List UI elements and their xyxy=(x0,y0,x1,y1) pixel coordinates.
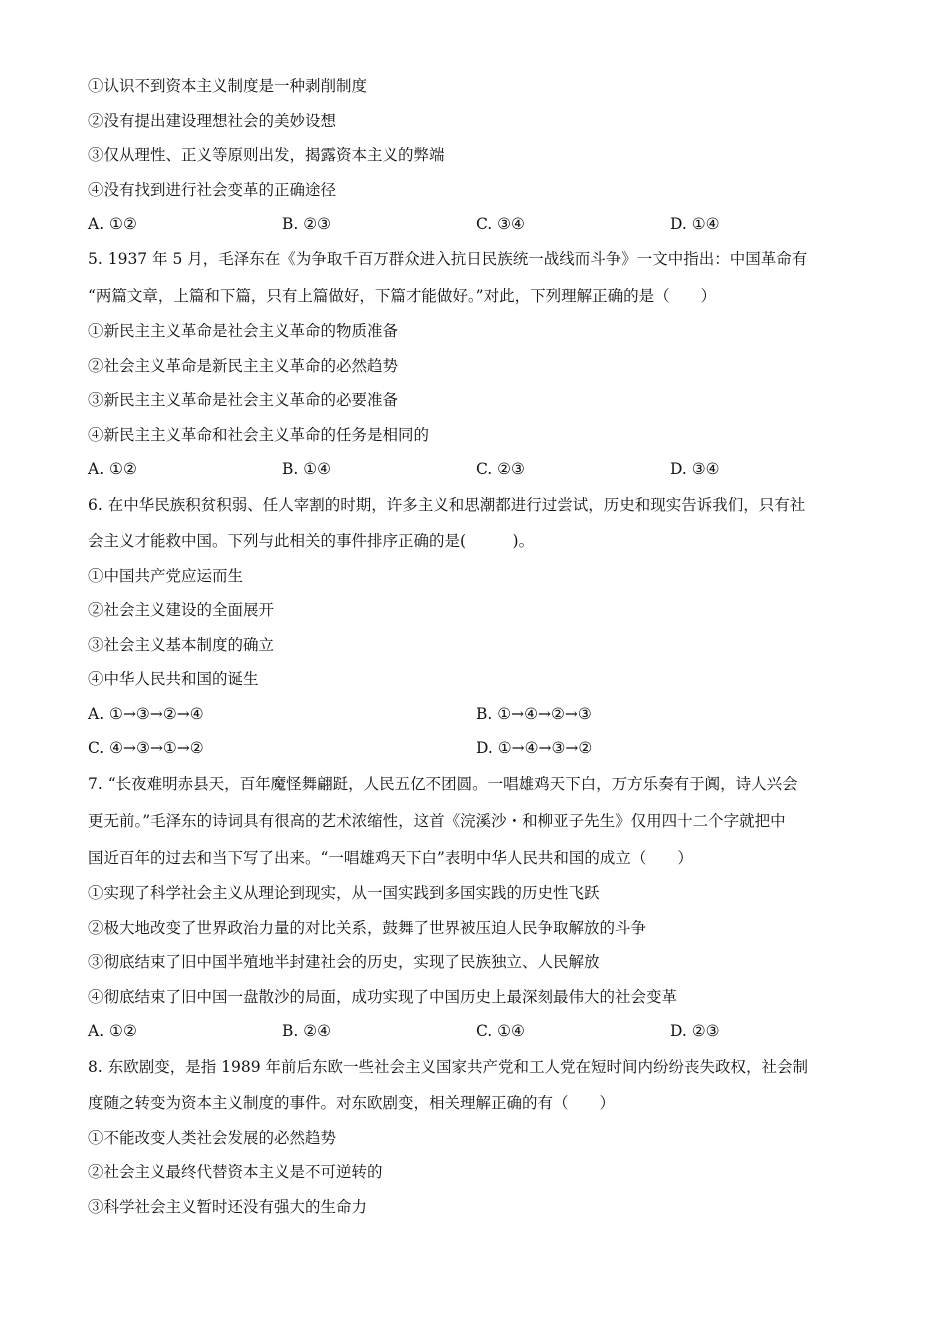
q7-item-2: ②极大地改变了世界政治力量的对比关系，鼓舞了世界被压迫人民争取解放的斗争 xyxy=(88,919,647,937)
q6-item-1: ①中国共产党应运而生 xyxy=(88,567,244,585)
q5-option-d: D. ③④ xyxy=(670,460,720,478)
q6-item-4: ④中华人民共和国的诞生 xyxy=(88,670,259,688)
q4-item-2: ②没有提出建设理想社会的美妙设想 xyxy=(88,112,337,130)
q7-item-4: ④彻底结束了旧中国一盘散沙的局面，成功实现了中国历史上最深刻最伟大的社会变革 xyxy=(88,988,678,1006)
q6-item-2: ②社会主义建设的全面展开 xyxy=(88,601,275,619)
q6-stem-line-2: 会主义才能救中国。下列与此相关的事件排序正确的是( )。 xyxy=(88,532,535,550)
q7-stem-line-2: 更无前。”毛泽东的诗词具有很高的艺术浓缩性，这首《浣溪沙・和柳亚子先生》仅用四十二个字就把中 xyxy=(88,812,786,830)
q5-stem-line-1: 5. 1937 年 5 月，毛泽东在《为争取千百万群众进入抗日民族统一战线而斗争》一文中指出：中国革命有 xyxy=(88,250,808,268)
q5-item-1: ①新民主主义革命是社会主义革命的物质准备 xyxy=(88,322,399,340)
q4-item-4: ④没有找到进行社会变革的正确途径 xyxy=(88,181,337,199)
q7-option-b: B. ②④ xyxy=(282,1022,332,1040)
q6-option-b: B. ①→④→②→③ xyxy=(476,705,592,723)
q7-option-d: D. ②③ xyxy=(670,1022,720,1040)
q7-stem-line-1: 7. “长夜难明赤县天，百年魔怪舞翩跹，人民五亿不团圆。一唱雄鸡天下白，万方乐奏有于阗，诗人兴会 xyxy=(88,775,798,793)
q8-item-1: ①不能改变人类社会发展的必然趋势 xyxy=(88,1129,337,1147)
q4-item-1: ①认识不到资本主义制度是一种剥削制度 xyxy=(88,77,368,95)
q5-item-3: ③新民主主义革命是社会主义革命的必要准备 xyxy=(88,391,399,409)
q8-item-3: ③科学社会主义暂时还没有强大的生命力 xyxy=(88,1198,368,1216)
q4-option-c: C. ③④ xyxy=(476,215,525,233)
q7-item-1: ①实现了科学社会主义从理论到现实，从一国实践到多国实践的历史性飞跃 xyxy=(88,884,600,902)
q4-option-b: B. ②③ xyxy=(282,215,332,233)
q5-item-2: ②社会主义革命是新民主主义革命的必然趋势 xyxy=(88,357,399,375)
q5-option-a: A. ①② xyxy=(88,460,137,478)
q8-stem-line-2: 度随之转变为资本主义制度的事件。对东欧剧变，相关理解正确的有（ ） xyxy=(88,1094,616,1112)
q7-item-3: ③彻底结束了旧中国半殖地半封建社会的历史，实现了民族独立、人民解放 xyxy=(88,953,600,971)
q8-stem-line-1: 8. 东欧剧变，是指 1989 年前后东欧一些社会主义国家共产党和工人党在短时间内纷纷丧失政权，社会制 xyxy=(88,1058,809,1076)
q5-stem-line-2: “两篇文章，上篇和下篇，只有上篇做好，下篇才能做好。”对此，下列理解正确的是（ ） xyxy=(88,287,717,305)
q6-option-a: A. ①→③→②→④ xyxy=(88,705,204,723)
q6-option-c: C. ④→③→①→② xyxy=(88,739,204,757)
q4-option-a: A. ①② xyxy=(88,215,137,233)
q6-item-3: ③社会主义基本制度的确立 xyxy=(88,636,275,654)
q8-item-2: ②社会主义最终代替资本主义是不可逆转的 xyxy=(88,1163,383,1181)
q5-item-4: ④新民主主义革命和社会主义革命的任务是相同的 xyxy=(88,426,430,444)
q5-option-c: C. ②③ xyxy=(476,460,525,478)
q4-option-d: D. ①④ xyxy=(670,215,720,233)
q6-stem-line-1: 6. 在中华民族积贫积弱、任人宰割的时期，许多主义和思潮都进行过尝试，历史和现实告诉我们，只有社 xyxy=(88,496,806,514)
q7-stem-line-3: 国近百年的过去和当下写了出来。“一唱雄鸡天下白”表明中华人民共和国的成立（ ） xyxy=(88,849,693,867)
q6-option-d: D. ①→④→③→② xyxy=(476,739,593,757)
q4-item-3: ③仅从理性、正义等原则出发，揭露资本主义的弊端 xyxy=(88,146,445,164)
q7-option-c: C. ①④ xyxy=(476,1022,525,1040)
q5-option-b: B. ①④ xyxy=(282,460,332,478)
q7-option-a: A. ①② xyxy=(88,1022,137,1040)
